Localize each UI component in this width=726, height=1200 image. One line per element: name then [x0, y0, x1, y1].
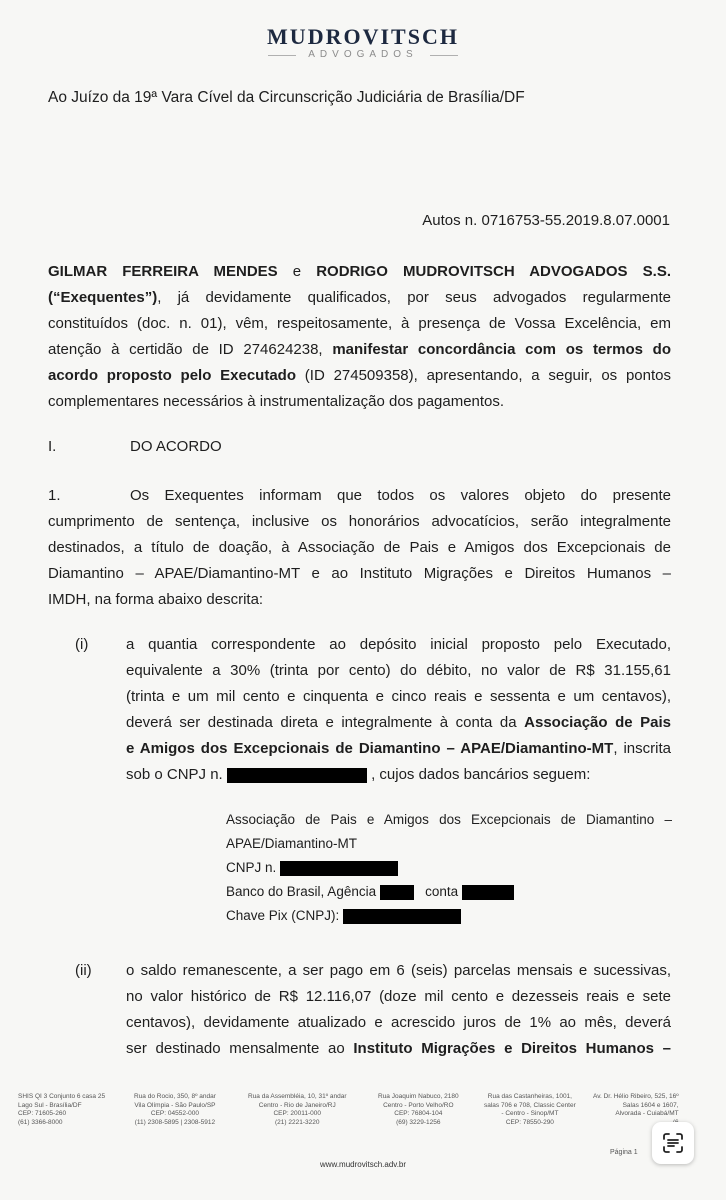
addressee: Ao Juízo da 19ª Vara Cível da Circunscrição Judiciária de Brasília/DF [48, 89, 525, 106]
bank-cnpj-row [226, 856, 672, 880]
section-number: I. [48, 438, 57, 455]
item-ii-line-4 [126, 1036, 671, 1062]
footer-line: (61) 3366-8000 [18, 1118, 63, 1126]
footer-line: CEP: 20011-000 [273, 1110, 322, 1117]
footer-line: Vila Olímpia - São Paulo/SP [134, 1101, 216, 1109]
footer-line: (11) 2308-5895 | 2308-5912 [134, 1118, 216, 1126]
p1-line-3: destinados, a título de doação, à Associação de Pais e Amigos dos Excepcionais de [48, 539, 671, 556]
footer-line: (21) 2221-3220 [275, 1118, 320, 1126]
party-name-2: RODRIGO MUDROVITSCH ADVOGADOS S.S. [316, 263, 671, 280]
footer-line: Rua do Rocio, 350, 8º andar [134, 1093, 216, 1100]
p1-line-2: cumprimento de sentença, inclusive os honorários advocatícios, serão integralmente [48, 513, 671, 530]
page-number: Página 1 [610, 1149, 638, 1156]
footer-line: CEP: 76804-104 [394, 1110, 443, 1117]
intro-line-2 [48, 285, 671, 311]
p1-line-4: Diamantino – APAE/Diamantino-MT e ao Instituto Migrações e Direitos Humanos – [48, 565, 671, 582]
intro-bold-5a: acordo proposto pelo Executado [48, 367, 297, 384]
item-i-marker: (i) [75, 636, 89, 653]
footer-address-sao-paulo [134, 1093, 216, 1127]
intro-line-6: complementares necessários à instrumentalização dos pagamentos. [48, 393, 505, 410]
redacted-pix [343, 909, 461, 924]
footer-website: www.mudrovitsch.adv.br [319, 1160, 407, 1169]
item-ii-line-3: centavos), devidamente atualizado e acrescido juros de 1% ao mês, deverá [126, 1014, 671, 1031]
redacted-bank-cnpj [280, 861, 398, 876]
redacted-account [462, 885, 514, 900]
item-i-line-4 [126, 710, 671, 736]
bank-line-2: APAE/Diamantino-MT [226, 836, 358, 851]
item-i-line-6 [126, 762, 671, 788]
footer-line: CEP: 78550-290 [505, 1118, 554, 1126]
item-i-line-1: a quantia correspondente ao depósito inicial proposto pelo Executado, [126, 636, 671, 653]
scan-text-icon [661, 1131, 685, 1155]
footer-line: Alvorada - Cuiabá/MT [615, 1110, 679, 1117]
bank-agency-label: Banco do Brasil, Agência [226, 884, 377, 899]
footer-line: Rua da Assembléia, 10, 31º andar [248, 1093, 347, 1100]
item-ii-text-4a: ser destinado mensalmente ao [126, 1040, 345, 1057]
exequentes-label: (“Exequentes”) [48, 289, 158, 306]
footer-line: Salas 1604 e 1607, [622, 1101, 679, 1109]
footer-line: Lago Sul - Brasília/DF [18, 1101, 82, 1109]
footer-line: salas 706 e 708, Classic Center [484, 1101, 576, 1109]
footer-line: SHIS QI 3 Conjunto 6 casa 25 [18, 1093, 106, 1100]
item-i-text-6b: , cujos dados bancários seguem: [371, 766, 591, 783]
intro-paragraph [48, 259, 671, 415]
item-ii-line-1: o saldo remanescente, a ser pago em 6 (seis) parcelas mensais e sucessivas, [126, 962, 671, 979]
intro-bold-4b: manifestar concordância com os termos do [332, 341, 671, 358]
intro-text-4a: atenção à certidão de ID 274624238, [48, 341, 323, 358]
bank-line-1: Associação de Pais e Amigos dos Excepcionais de Diamantino – [226, 812, 672, 827]
intro-conjunction: e [292, 263, 302, 280]
firm-logo-name: MUDROVITSCH [267, 24, 459, 49]
item-i-bold-5a: e Amigos dos Excepcionais de Diamantino – APAE/Diamantino-MT [126, 740, 614, 757]
p1-line-5: IMDH, na forma abaixo descrita: [48, 591, 264, 608]
item-i-bold-4b: Associação de Pais [524, 714, 671, 731]
footer-address-porto-velho [378, 1093, 459, 1127]
p1-line-1: Os Exequentes informam que todos os valores objeto do presente [130, 487, 671, 504]
footer-line: Rua Joaquim Nabuco, 2180 [378, 1093, 459, 1100]
scan-text-button[interactable] [652, 1122, 694, 1164]
bank-pix-label: Chave Pix (CNPJ): [226, 908, 340, 923]
footer-line: - Centro - Sinop/MT [501, 1110, 559, 1117]
case-number: Autos n. 0716753-55.2019.8.07.0001 [422, 212, 670, 229]
item-i-line-2: equivalente a 30% (trinta por cento) do débito, no valor de R$ 31.155,61 [126, 662, 671, 679]
bank-account-row [226, 880, 672, 904]
firm-logo-subtitle: ADVOGADOS [308, 49, 418, 60]
item-i-text-5b: , inscrita [613, 740, 671, 757]
intro-line-3: constituídos (doc. n. 01), vêm, respeitosamente, à presença de Vossa Excelência, em [48, 315, 671, 332]
intro-line-5 [48, 363, 671, 389]
bank-details [226, 808, 672, 928]
footer-line: Av. Dr. Hélio Ribeiro, 525, 16º [593, 1093, 679, 1100]
item-ii-marker: (ii) [75, 962, 92, 979]
party-name-1: GILMAR FERREIRA MENDES [48, 263, 278, 280]
item-i [126, 632, 671, 788]
footer-line: CEP: 04552-000 [150, 1110, 199, 1117]
footer-line: CEP: 71605-260 [18, 1110, 67, 1117]
footer-line: Centro - Porto Velho/RO [383, 1101, 454, 1109]
intro-line-1 [48, 259, 671, 285]
item-ii [126, 958, 671, 1062]
footer-address-brasilia [18, 1093, 105, 1127]
item-i-line-5 [126, 736, 671, 762]
section-title: DO ACORDO [130, 438, 222, 455]
redacted-agency [380, 885, 414, 900]
footer-line: (69) 3229-1256 [396, 1118, 441, 1126]
footer-address-sinop [484, 1093, 576, 1127]
paragraph-1-number: 1. [48, 487, 61, 504]
bank-conta-label: conta [425, 884, 459, 899]
intro-line-4 [48, 337, 671, 363]
paragraph-1 [48, 483, 671, 613]
footer-address-rio [248, 1093, 347, 1127]
footer-line: Rua das Castanheiras, 1001, [487, 1093, 572, 1100]
footer-line: Centro - Rio de Janeiro/RJ [258, 1101, 336, 1109]
intro-text-5b: (ID 274509358), apresentando, a seguir, os pontos [304, 367, 671, 384]
item-ii-line-2: no valor histórico de R$ 12.116,07 (doze mil cento e dezesseis reais e sete [126, 988, 671, 1005]
item-i-text-4a: deverá ser destinada direta e integralmente à conta da [126, 714, 517, 731]
item-ii-bold-4b: Instituto Migrações e Direitos Humanos – [353, 1040, 671, 1057]
item-i-line-3: (trinta e um mil cento e cinquenta e cinco reais e sessenta e um centavos), [126, 688, 671, 705]
intro-text-2: , já devidamente qualificados, por seus advogados regularmente [157, 289, 671, 306]
bank-pix-row [226, 904, 672, 928]
item-i-text-6a: sob o CNPJ n. [126, 766, 223, 783]
redacted-cnpj [227, 768, 367, 783]
bank-cnpj-label: CNPJ n. [226, 860, 277, 875]
